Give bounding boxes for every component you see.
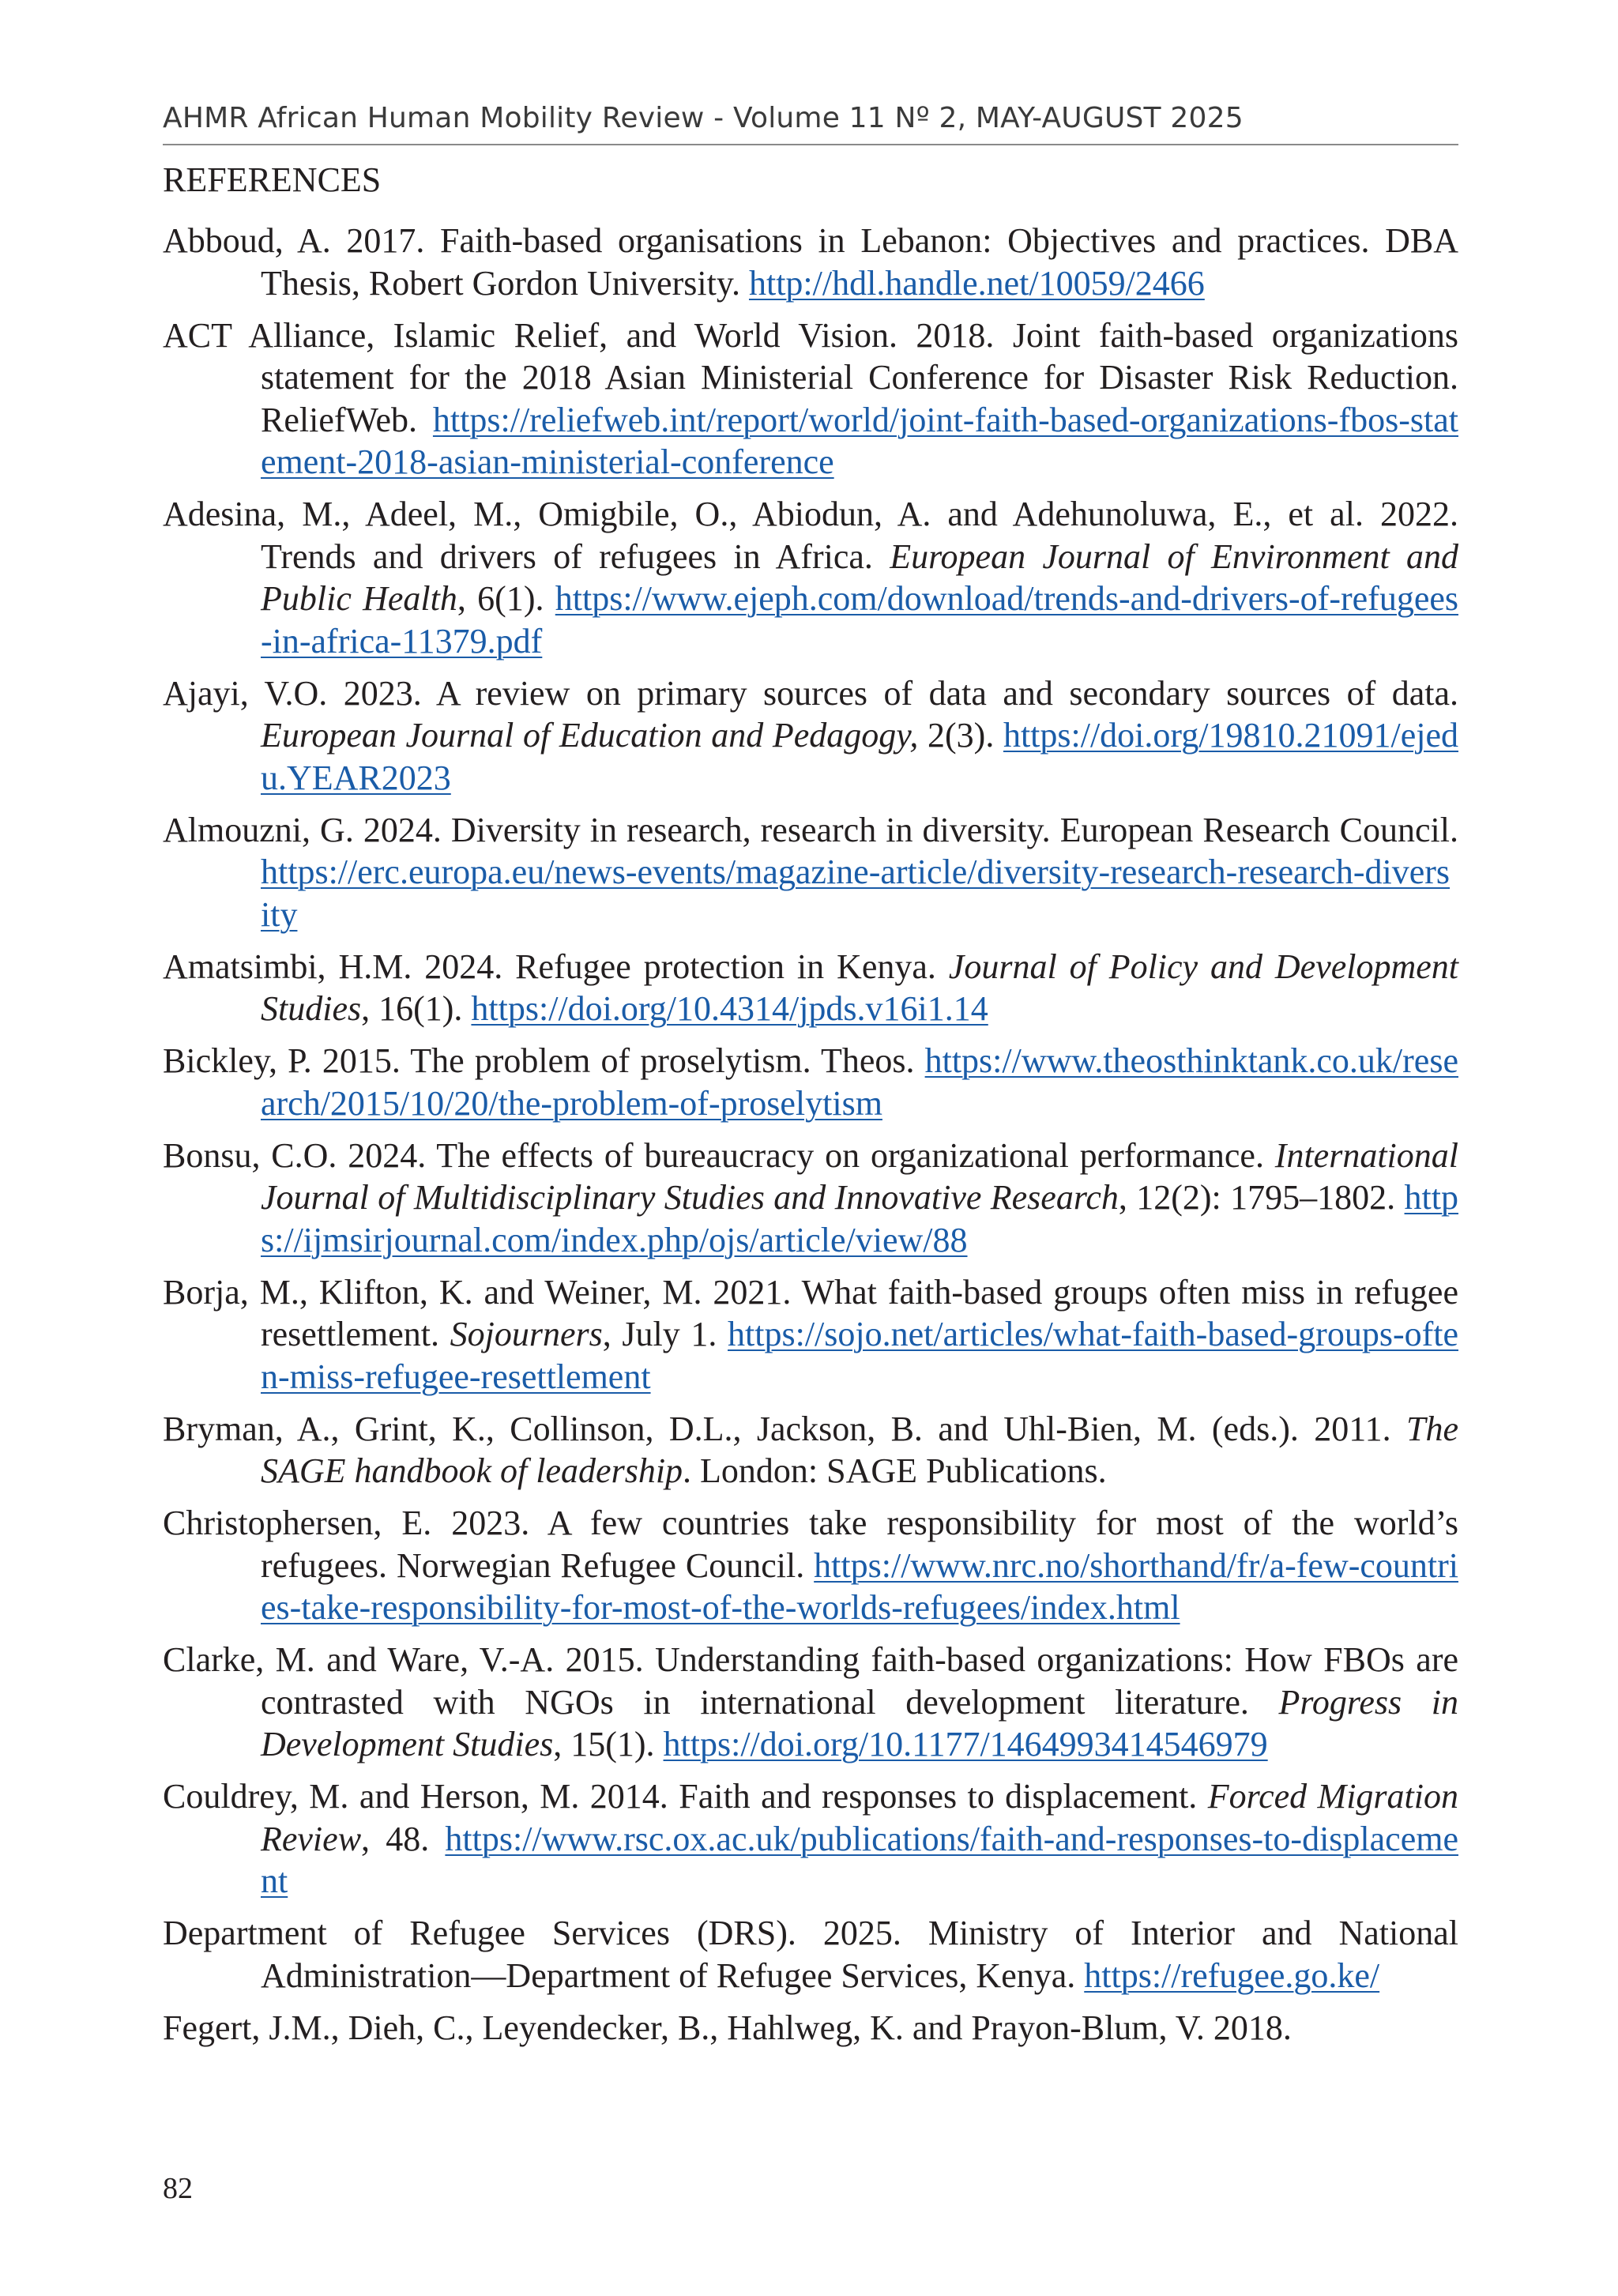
reference-entry [163,220,1458,304]
reference-link[interactable]: https://doi.org/10.4314/jpds.v16i1.14 [471,989,988,1028]
reference-entry [163,2007,1458,2049]
reference-journal: Progress in Development Studies [261,1682,1458,1763]
reference-link[interactable]: https://ijmsirjournal.com/index.php/ojs/article/view/88 [261,1178,1458,1259]
reference-text: ACT Alliance, Islamic Relief, and World Vision. 2018. Joint faith-based organizations statement for the 2018 Asian Ministerial Conference for Disaster Risk Reduction. ReliefWeb. [163,315,1458,439]
reference-text: Department of Refugee Services (DRS). 2025. Ministry of Interior and National Administration—Department of Refugee Services, Kenya. [163,1914,1458,1995]
reference-journal: Journal of Policy and Development Studies [261,947,1459,1028]
running-header: AHMR African Human Mobility Review - Volume 11 Nº 2, MAY-AUGUST 2025 [163,100,1458,145]
reference-entry [163,314,1458,484]
reference-text: Adesina, M., Adeel, M., Omigbile, O., Abiodun, A. and Adehunoluwa, E., et al. 2022. Trends and drivers of refugees in Africa. [163,495,1458,576]
reference-text: Bonsu, C.O. 2024. The effects of bureaucracy on organizational performance. [163,1135,1275,1175]
reference-details: , 48. [361,1819,446,1858]
reference-entry [163,1502,1458,1629]
reference-entry [163,672,1458,800]
reference-entry [163,809,1458,936]
section-title: REFERENCES [163,160,382,199]
reference-text: Borja, M., Klifton, K. and Weiner, M. 2021. What faith-based groups often miss in refugee resettlement. [163,1272,1458,1353]
reference-entry [163,493,1458,662]
reference-link[interactable]: https://www.rsc.ox.ac.uk/publications/faith-and-responses-to-displacement [261,1819,1458,1900]
reference-entry [163,1040,1458,1124]
reference-link[interactable]: https://refugee.go.ke/ [1084,1955,1380,1995]
reference-text: Bryman, A., Grint, K., Collinson, D.L., Jackson, B. and Uhl-Bien, M. (eds.). 2011. [163,1409,1406,1448]
reference-journal: Forced Migration Review [261,1777,1458,1858]
page-number: 82 [163,2172,193,2205]
reference-journal: European Journal of Education and Pedagogy, [261,716,919,755]
reference-link[interactable]: https://sojo.net/articles/what-faith-based-groups-often-miss-refugee-resettlement [261,1315,1458,1396]
reference-text: Clarke, M. and Ware, V.-A. 2015. Understanding faith-based organizations: How FBOs are contrasted with NGOs in international development literature. [163,1640,1458,1722]
reference-details: , 6(1). [457,579,555,618]
reference-details: , July 1. [602,1315,728,1353]
reference-link[interactable]: https://www.theosthinktank.co.uk/research/2015/10/20/the-problem-of-proselytism [261,1041,1458,1123]
reference-text: Amatsimbi, H.M. 2024. Refugee protection in Kenya. [163,947,949,986]
reference-text: Christophersen, E. 2023. A few countries take responsibility for most of the world’s refugees. Norwegian Refugee Council. [163,1504,1458,1585]
reference-details: , 15(1). [553,1725,664,1763]
reference-link[interactable]: https://doi.org/10.1177/1464993414546979 [663,1725,1268,1763]
reference-entry [163,1271,1458,1398]
reference-text: Couldrey, M. and Herson, M. 2014. Faith and responses to displacement. [163,1777,1208,1816]
reference-text: Fegert, J.M., Dieh, C., Leyendecker, B., Hahlweg, K. and Prayon-Blum, V. 2018. [163,2008,1292,2047]
reference-entry [163,1639,1458,1766]
reference-link[interactable]: https://doi.org/19810.21091/ejedu.YEAR2023 [261,716,1458,797]
reference-details: . London: SAGE Publications. [683,1451,1107,1490]
reference-details: , 12(2): 1795–1802. [1118,1178,1405,1217]
reference-entry [163,946,1458,1030]
reference-entry [163,1912,1458,1997]
reference-link[interactable]: https://www.ejeph.com/download/trends-and-drivers-of-refugees-in-africa-11379.pdf [261,579,1458,661]
reference-link[interactable]: https://www.nrc.no/shorthand/fr/a-few-countries-take-responsibility-for-most-of-the-worlds-refugees/index.html [261,1545,1458,1627]
reference-link[interactable]: https://erc.europa.eu/news-events/magazine-article/diversity-research-research-diversity [261,853,1451,934]
reference-details: , 16(1). [361,989,472,1028]
reference-link[interactable]: http://hdl.handle.net/10059/2466 [748,263,1205,303]
reference-text: Ajayi, V.O. 2023. A review on primary sources of data and secondary sources of data. [163,673,1458,713]
reference-text: Bickley, P. 2015. The problem of proselytism. Theos. [163,1041,925,1080]
reference-journal: Sojourners [450,1315,603,1353]
reference-journal: The SAGE handbook of leadership [261,1409,1458,1490]
reference-journal: International Journal of Multidisciplinary Studies and Innovative Research [261,1135,1458,1217]
reference-entry [163,1408,1458,1492]
reference-details: 2(3). [918,716,1003,755]
reference-entry [163,1135,1458,1262]
reference-text: Almouzni, G. 2024. Diversity in research, research in diversity. European Research Council. [163,810,1458,849]
reference-link[interactable]: https://reliefweb.int/report/world/joint-faith-based-organizations-fbos-statement-2018-asian-ministerial-conference [261,400,1458,481]
reference-text: Abboud, A. 2017. Faith-based organisations in Lebanon: Objectives and practices. DBA Thesis, Robert Gordon University. [163,221,1458,303]
reference-journal: European Journal of Environment and Public Health [261,536,1458,618]
reference-list [163,220,1458,2059]
reference-entry [163,1775,1458,1903]
